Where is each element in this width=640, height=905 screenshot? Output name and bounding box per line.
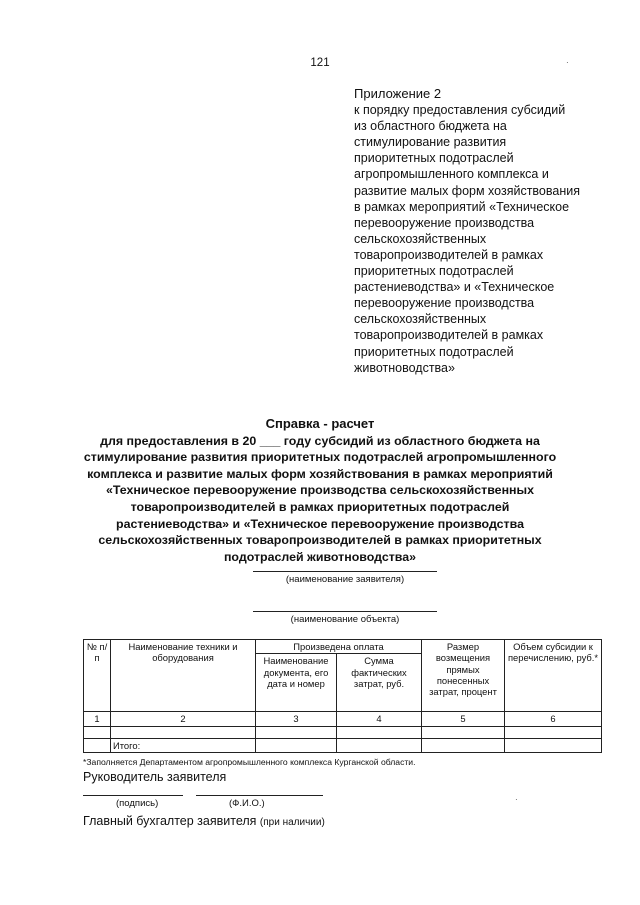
accountant-note: (при наличии) bbox=[259, 817, 325, 828]
appendix-line: из областного бюджета на bbox=[354, 119, 507, 134]
column-number: 5 bbox=[422, 712, 505, 726]
column-number: 4 bbox=[337, 712, 422, 726]
header-payment: Произведена оплата bbox=[256, 640, 422, 654]
appendix-line: к порядку предоставления субсидий bbox=[354, 103, 566, 118]
total-row[interactable] bbox=[84, 738, 602, 752]
table-row[interactable] bbox=[84, 726, 602, 738]
table-cell[interactable] bbox=[84, 726, 111, 738]
appendix-line: растениеводства» и «Техническое bbox=[354, 280, 555, 295]
footnote: *Заполняется Департаментом агропромышленного комплекса Курганской области. bbox=[83, 757, 416, 767]
header-equipment: Наименование техники и оборудования bbox=[111, 640, 256, 712]
appendix-line: сельскохозяйственных bbox=[354, 312, 487, 327]
document-title-line: комплекса и развитие малых форм хозяйствования в рамках мероприятий bbox=[87, 466, 553, 481]
total-label: Итого: bbox=[111, 738, 256, 752]
document-title-line: товаропроизводителей в рамках приоритетных подотраслей bbox=[130, 499, 510, 514]
table-cell[interactable] bbox=[337, 738, 422, 752]
appendix-line: развитие малых форм хозяйствования bbox=[354, 183, 580, 198]
fio-line[interactable] bbox=[196, 795, 323, 796]
header-costs-sum: Сумма фактических затрат, руб. bbox=[337, 654, 422, 712]
appendix-line: животноводства» bbox=[354, 360, 455, 375]
document-title-line: подотраслей животноводства» bbox=[223, 549, 417, 564]
appendix-line: приоритетных подотраслей bbox=[354, 151, 514, 166]
object-caption: (наименование объекта) bbox=[290, 614, 400, 625]
header-num: № п/п bbox=[84, 640, 111, 712]
document-title-line: стимулирование развития приоритетных подотраслей агропромышленного bbox=[83, 450, 557, 465]
header-document: Наименование документа, его дата и номер bbox=[256, 654, 337, 712]
signature-caption: (подпись) bbox=[116, 798, 159, 809]
fio-caption: (Ф.И.О.) bbox=[229, 798, 265, 809]
head-signature-title: Руководитель заявителя bbox=[83, 770, 227, 784]
document-title-line: сельскохозяйственных товаропроизводителей в рамках приоритетных bbox=[98, 533, 542, 548]
calculation-table bbox=[83, 639, 602, 753]
applicant-line bbox=[253, 571, 437, 572]
applicant-caption: (наименование заявителя) bbox=[285, 574, 405, 585]
header-subsidy-volume: Объем субсидии к перечислению, руб.* bbox=[505, 640, 602, 712]
column-number: 6 bbox=[505, 712, 602, 726]
table-cell[interactable] bbox=[422, 726, 505, 738]
document-title-line: «Техническое перевооружение производства сельскохозяйственных bbox=[105, 483, 535, 498]
object-field[interactable] bbox=[253, 611, 437, 625]
scan-mark: · bbox=[566, 58, 569, 67]
document-title-heading: Справка - расчет bbox=[265, 416, 375, 431]
appendix-line: в рамках мероприятий «Техническое bbox=[354, 199, 570, 214]
table-cell[interactable] bbox=[84, 738, 111, 752]
document-title-line: растениеводства» и «Техническое перевооружение производства bbox=[116, 516, 524, 531]
table-cell[interactable] bbox=[505, 726, 602, 738]
column-number: 3 bbox=[256, 712, 337, 726]
header-reimbursement-rate: Размер возмещения прямых понесенных затрат, процент bbox=[422, 640, 505, 712]
appendix-line: приоритетных подотраслей bbox=[354, 264, 514, 279]
table-cell[interactable] bbox=[422, 738, 505, 752]
document-title-line: для предоставления в 20 ___ году субсидий из областного бюджета на bbox=[100, 433, 540, 448]
table-cell[interactable] bbox=[337, 726, 422, 738]
appendix-line: сельскохозяйственных bbox=[354, 231, 487, 246]
signature-line[interactable] bbox=[83, 795, 183, 796]
applicant-field[interactable] bbox=[253, 571, 437, 585]
appendix-line: агропромышленного комплекса и bbox=[354, 167, 549, 182]
document-title bbox=[60, 416, 580, 565]
table-cell[interactable] bbox=[111, 726, 256, 738]
appendix-line: стимулирование развития bbox=[354, 135, 507, 150]
appendix-line: товаропроизводителей в рамках bbox=[354, 247, 544, 262]
table-cell[interactable] bbox=[256, 726, 337, 738]
appendix-line: приоритетных подотраслей bbox=[354, 344, 514, 359]
page-number: 121 bbox=[310, 57, 330, 69]
accountant-signature-title bbox=[83, 814, 325, 828]
appendix-line: товаропроизводителей в рамках bbox=[354, 328, 544, 343]
appendix-title: Приложение 2 bbox=[354, 86, 442, 101]
appendix-line: перевооружение производства bbox=[354, 215, 535, 230]
accountant-title: Главный бухгалтер заявителя bbox=[83, 814, 257, 828]
object-line bbox=[253, 611, 437, 612]
table-cell[interactable] bbox=[256, 738, 337, 752]
appendix-block bbox=[354, 86, 624, 376]
column-number: 2 bbox=[111, 712, 256, 726]
column-number: 1 bbox=[84, 712, 111, 726]
table-cell[interactable] bbox=[505, 738, 602, 752]
appendix-line: перевооружение производства bbox=[354, 296, 535, 311]
scan-mark: · bbox=[515, 795, 518, 804]
